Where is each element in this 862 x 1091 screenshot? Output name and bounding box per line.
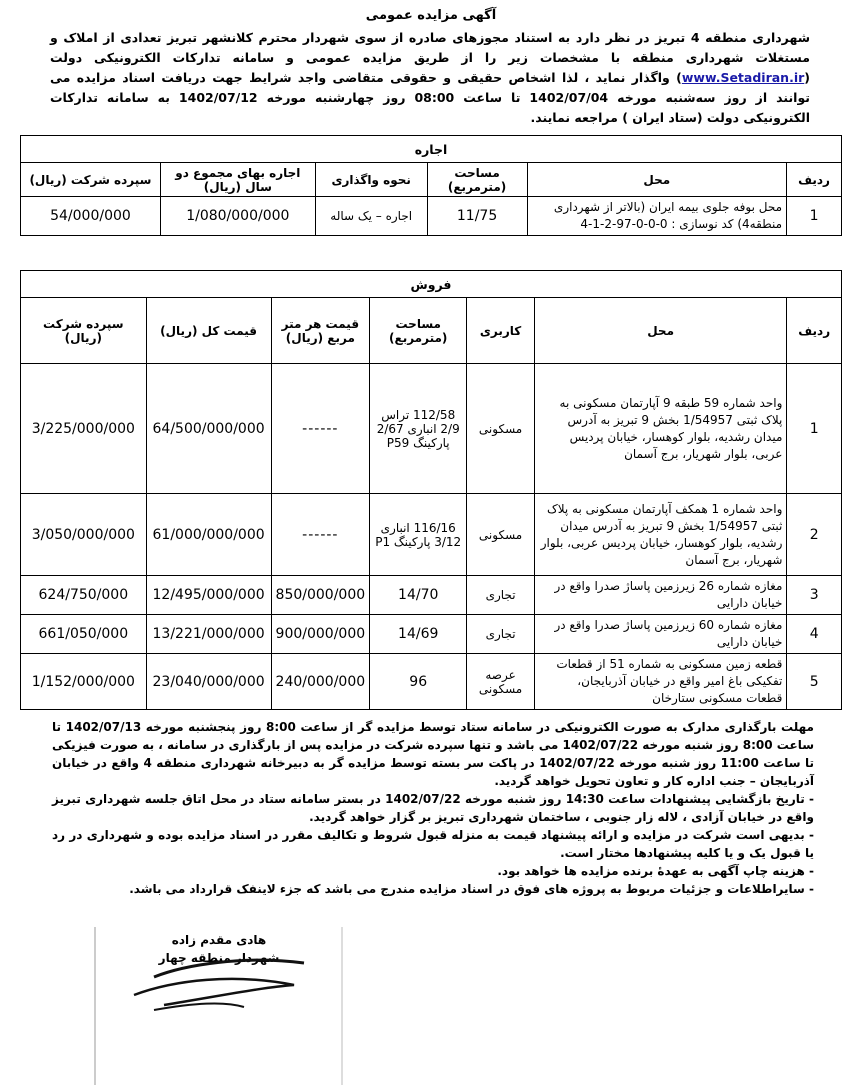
sale-cell-usage: تجاری: [467, 576, 535, 615]
table-row: [21, 615, 842, 654]
table-row: [21, 364, 842, 494]
sale-cell-usage: عرصه مسکونی: [467, 654, 535, 710]
sale-cell-area: 112/58 تراس 2/9 انباری 2/67 پارکینگ P59: [370, 364, 467, 494]
sale-cell-unit-price: 900/000/000: [271, 615, 370, 654]
sale-cell-total: 61/000/000/000: [146, 494, 271, 576]
sale-cell-deposit: 3/050/000/000: [21, 494, 147, 576]
lease-header-method: نحوه واگذاری: [315, 163, 427, 197]
sale-section-title: فروش: [21, 271, 842, 298]
sale-cell-area: 96: [370, 654, 467, 710]
sale-cell-deposit: 1/152/000/000: [21, 654, 147, 710]
terms-item: - سایراطلاعات و جزئیات مربوط به پروژه های فوق در اسناد مزایده مندرج می باشد که جزء لاینفک قرارداد می باشد.: [129, 882, 814, 896]
sale-cell-total: 64/500/000/000: [146, 364, 271, 494]
sale-cell-row: 2: [787, 494, 842, 576]
sale-cell-unit-price: 850/000/000: [271, 576, 370, 615]
lease-header-rent: اجاره بهای مجموع دو سال (ریال): [160, 163, 315, 197]
lease-cell-method: اجاره – یک ساله: [315, 197, 427, 236]
sale-cell-row: 4: [787, 615, 842, 654]
sale-cell-unit-price: 240/000/000: [271, 654, 370, 710]
sale-cell-usage: تجاری: [467, 615, 535, 654]
sale-cell-deposit: 624/750/000: [21, 576, 147, 615]
sale-header-row: ردیف: [787, 298, 842, 364]
sale-cell-row: 5: [787, 654, 842, 710]
sale-cell-usage: مسکونی: [467, 364, 535, 494]
lease-cell-rent: 1/080/000/000: [160, 197, 315, 236]
sale-cell-row: 3: [787, 576, 842, 615]
terms-item: مهلت بارگذاری مدارک به صورت الکترونیکی در سامانه ستاد توسط مزایده گر از ساعت 8:00 روز پنجشنبه مورخه 1402/07/13 تا ساعت 8:00 روز شنبه مورخه 1402/07/22 می باشد و تنها سپرده شرکت در مزایده پس از بارگذاری در سامانه ، به صورت فیزیکی تا ساعت 11:00 روز شنبه مورخه 1402/07/22 در پاکت سر بسته توسط مزایده گر به دبیرخانه شهرداری منطقه 4 واقع در خیابان آذربایجان – جنب اداره کار و تعاون تحویل خواهد گردید.: [52, 720, 815, 788]
terms-item: - تاریخ بازگشایی پیشنهادات ساعت 14:30 روز شنبه مورخه 1402/07/22 در بستر سامانه ستاد در محل اتاق جلسه شهرداری تبریز واقع در خیابان آزادی ، لاله زار جنوبی ، ساختمان شهرداری تبریز بر گزار خواهد گردید.: [52, 792, 815, 824]
lease-header-row: ردیف: [787, 163, 842, 197]
sale-header-unit-price: قیمت هر متر مربع (ریال): [271, 298, 370, 364]
sale-cell-unit-price: ------: [271, 364, 370, 494]
notice-title: آگهی مزایده عمومی: [365, 8, 497, 23]
sale-header-usage: کاربری: [467, 298, 535, 364]
intro-text-2: ) واگذار نماید ، لذا اشخاص حقیقی و حقوقی متقاضی واجد شرایط جهت دریافت اسناد مزایده می توانند از روز سه‌شنبه مورخه 1402/07/04 تا ساعت 08:00 روز چهارشنبه مورخه 1402/07/12 به سامانه تدارکات الکترونیکی دولت (ستاد ایران ) مراجعه نمایند.: [50, 70, 810, 125]
sale-cell-location: واحد شماره 1 همکف آپارتمان مسکونی به پلاک ثبتی 1/54957 بخش 9 تبریز به آدرس میدان رشدیه، بلوار کوهسار، خیابان پردیس عربی، بلوار شهریار، برج آسمان: [534, 494, 787, 576]
lease-section-title: اجاره: [21, 136, 842, 163]
sale-cell-usage: مسکونی: [467, 494, 535, 576]
signer-position: شهردار منطقه چهار: [158, 951, 280, 965]
sale-cell-location: مغازه شماره 60 زیرزمین پاساژ صدرا واقع در خیابان دارایی: [534, 615, 787, 654]
sale-header-area: مساحت (مترمربع): [370, 298, 467, 364]
sale-cell-row: 1: [787, 364, 842, 494]
table-row: [21, 654, 842, 710]
sale-cell-total: 13/221/000/000: [146, 615, 271, 654]
table-row: [21, 576, 842, 615]
signer-name: هادی مقدم زاده: [171, 933, 267, 947]
sale-cell-location: واحد شماره 59 طبقه 9 آپارتمان مسکونی به پلاک ثبتی 1/54957 بخش 9 تبریز به آدرس میدان رشدیه، بلوار کوهسار، خیابان پردیس عربی، بلوار شهریار، برج آسمان: [534, 364, 787, 494]
table-row: [21, 197, 842, 236]
sale-header-deposit: سپرده شرکت (ریال): [21, 298, 147, 364]
sale-header-total: قیمت کل (ریال): [146, 298, 271, 364]
sale-cell-total: 23/040/000/000: [146, 654, 271, 710]
setadiran-link[interactable]: www.Setadiran.ir: [681, 70, 805, 85]
sale-cell-deposit: 661/050/000: [21, 615, 147, 654]
lease-cell-row: 1: [787, 197, 842, 236]
signature-block: [94, 925, 344, 1087]
sale-cell-location: مغازه شماره 26 زیرزمین پاساژ صدرا واقع در خیابان دارایی: [534, 576, 787, 615]
sale-cell-area: 116/16 انباری 3/12 پارکینگ P1: [370, 494, 467, 576]
handwritten-signature: [94, 925, 344, 1087]
lease-header-deposit: سپرده شرکت (ریال): [21, 163, 161, 197]
sale-cell-area: 14/69: [370, 615, 467, 654]
lease-table: [20, 135, 842, 236]
intro-text-1: شهرداری منطقه 4 تبریز در نظر دارد به استناد مجوزهای صادره از سوی شهردار محترم کلانشهر تبریز تعدادی از املاک و مستغلات شهرداری منطقه با مشخصات زیر را از طریق مزایده عمومی و سامانه تدارکات الکترونیکی دولت (: [50, 30, 810, 85]
lease-cell-deposit: 54/000/000: [21, 197, 161, 236]
sale-cell-area: 14/70: [370, 576, 467, 615]
terms-item: - هزینه چاپ آگهی به عهدهٔ برنده مزایده ها خواهد بود.: [497, 864, 814, 878]
terms-item: - بدیهی است شرکت در مزایده و ارائه پیشنهاد قیمت به منزله قبول شروط و تکالیف مقرر در اسناد مزایده بوده و شهرداری در رد یا قبول یک و یا کلیه پیشنهادها مختار است.: [52, 828, 814, 860]
table-row: [21, 494, 842, 576]
sale-cell-unit-price: ------: [271, 494, 370, 576]
lease-header-area: مساحت (مترمربع): [427, 163, 527, 197]
sale-header-location: محل: [534, 298, 787, 364]
terms-section: [52, 718, 814, 898]
sale-cell-deposit: 3/225/000/000: [21, 364, 147, 494]
lease-header-location: محل: [527, 163, 787, 197]
lease-cell-area: 11/75: [427, 197, 527, 236]
sale-cell-total: 12/495/000/000: [146, 576, 271, 615]
intro-paragraph: [50, 28, 810, 128]
lease-cell-location: محل بوفه جلوی بیمه ایران (بالاتر از شهرداری منطقه4) کد نوسازی : 0-0-0-97-2-1-4: [527, 197, 787, 236]
sale-cell-location: قطعه زمین مسکونی به شماره 51 از قطعات تفکیکی باغ امیر واقع در خیابان آذربایجان، قطعات مسکونی ستارخان: [534, 654, 787, 710]
sale-table: [20, 270, 842, 710]
